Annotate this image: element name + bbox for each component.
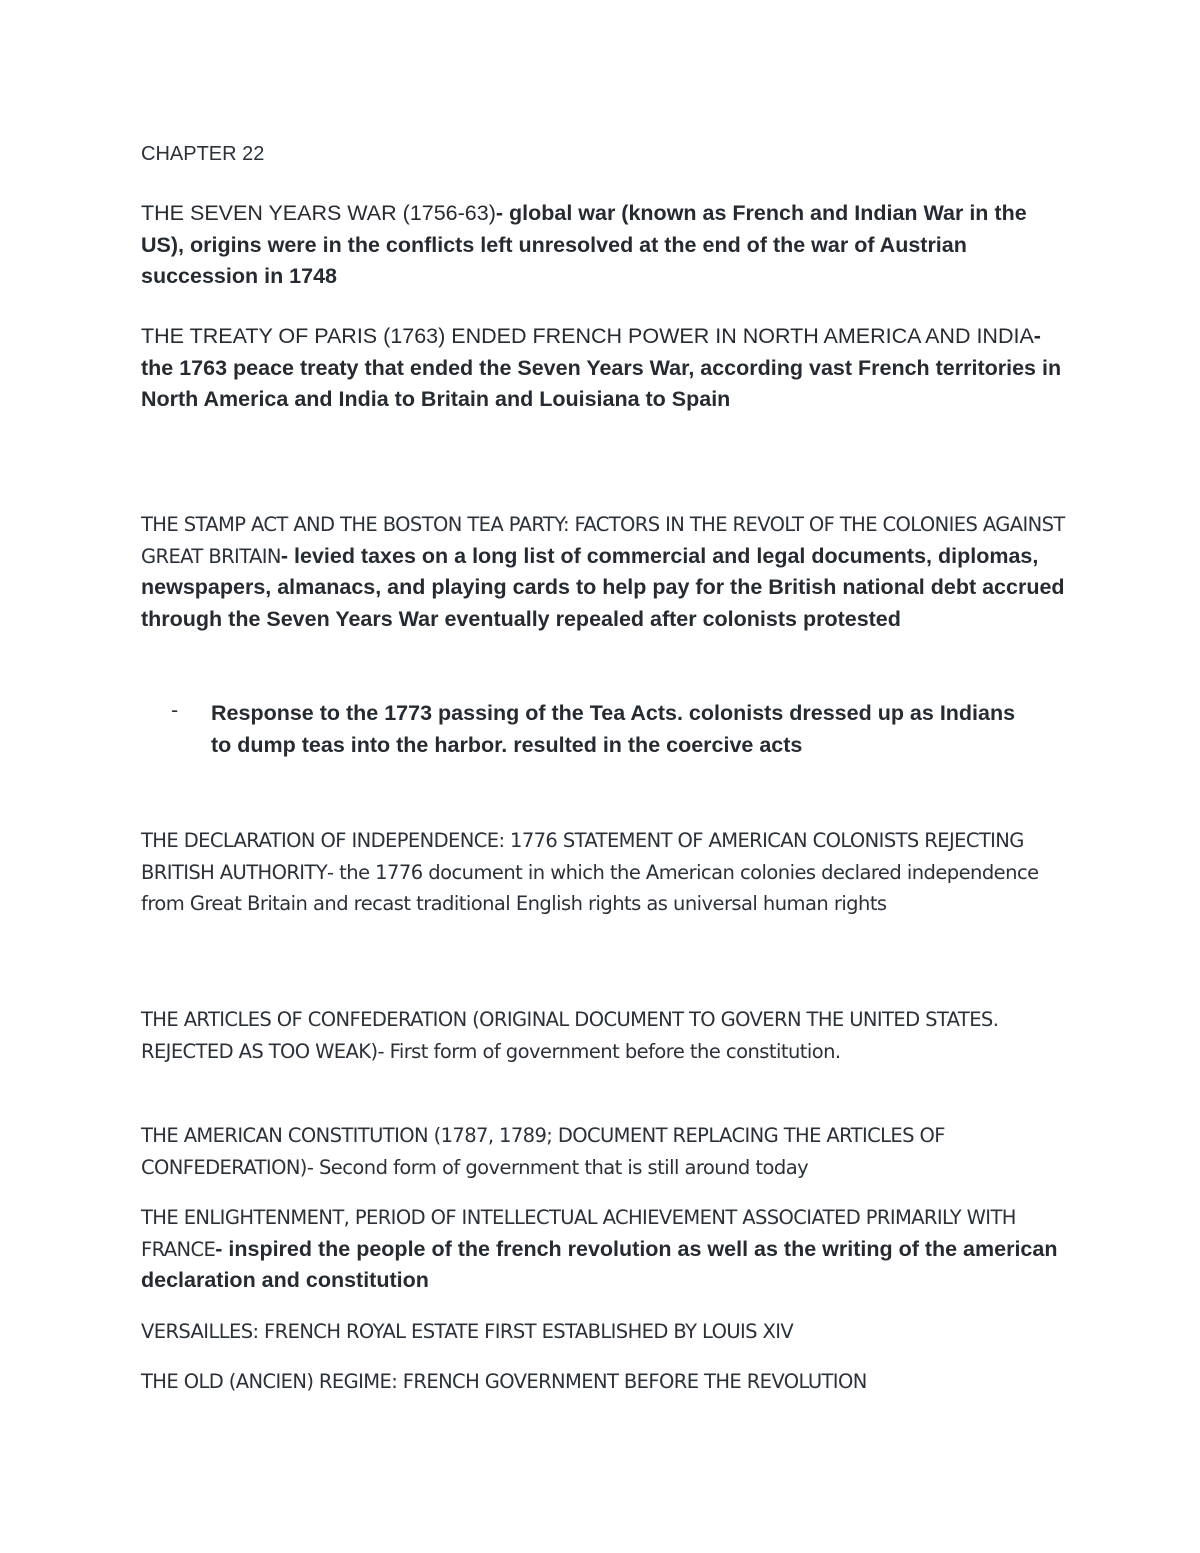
entry-enlightenment: [141, 1202, 1066, 1297]
entry-definition: - the 1763 peace treaty that ended the Seven Years War, according vast French territories in North America and India to Britain and Louisiana to Spain: [141, 324, 1062, 411]
entry-american-constitution: [141, 1120, 1066, 1183]
entry-versailles: [141, 1316, 1066, 1348]
entry-treaty-of-paris: [141, 321, 1066, 416]
entry-declaration-of-independence: [141, 825, 1066, 920]
entry-definition: - First form of government before the constitution.: [377, 1039, 841, 1063]
entry-term: THE ENLIGHTENMENT, PERIOD OF INTELLECTUAL ACHIEVEMENT ASSOCIATED PRIMARILY WITH FRANCE: [141, 1206, 1016, 1261]
entry-term: THE SEVEN YEARS WAR (1756-63): [141, 201, 496, 225]
entry-term: THE DECLARATION OF INDEPENDENCE: 1776 STATEMENT OF AMERICAN COLONISTS REJECTING BRITISH AUTHORITY: [141, 829, 1024, 884]
entry-old-regime: [141, 1366, 1066, 1398]
entry-definition: - Second form of government that is still around today: [306, 1155, 809, 1179]
entry-stamp-act: [141, 509, 1066, 635]
entry-seven-years-war: [141, 198, 1066, 293]
entry-definition: - levied taxes on a long list of commercial and legal documents, diplomas, newspapers, almanacs, and playing cards to help pay for the British national debt accrued through the Seven Years War eventually repealed after colonists protested: [141, 543, 1065, 631]
entry-definition: - inspired the people of the french revolution as well as the writing of the american declaration and constitution: [141, 1236, 1058, 1292]
bullet-marker: -: [171, 698, 179, 722]
bullet-text: Response to the 1773 passing of the Tea Acts. colonists dressed up as Indians to dump teas into the harbor. resulted in the coercive acts: [211, 701, 1016, 757]
entry-term: THE OLD (ANCIEN) REGIME: FRENCH GOVERNMENT BEFORE THE REVOLUTION: [141, 1370, 867, 1393]
entry-term: THE AMERICAN CONSTITUTION (1787, 1789; DOCUMENT REPLACING THE ARTICLES OF CONFEDERATION): [141, 1124, 945, 1179]
entry-articles-of-confederation: [141, 1004, 1066, 1067]
entry-term: THE TREATY OF PARIS (1763) ENDED FRENCH POWER IN NORTH AMERICA AND INDIA: [141, 324, 1034, 348]
entry-definition: - the 1776 document in which the American colonies declared independence from Great Britain and recast traditional English rights as universal human rights: [141, 860, 1039, 915]
entry-term: THE ARTICLES OF CONFEDERATION (ORIGINAL DOCUMENT TO GOVERN THE UNITED STATES. REJECTED AS TOO WEAK): [141, 1008, 999, 1063]
entry-term: THE STAMP ACT AND THE BOSTON TEA PARTY: FACTORS IN THE REVOLT OF THE COLONIES AGAINST GREAT BRITAIN: [141, 513, 1065, 568]
entry-term: VERSAILLES: FRENCH ROYAL ESTATE FIRST ESTABLISHED BY LOUIS XIV: [141, 1320, 794, 1343]
chapter-title: CHAPTER 22: [141, 143, 265, 165]
entry-definition: - global war (known as French and Indian War in the US), origins were in the conflicts left unresolved at the end of the war of Austrian succession in 1748: [141, 201, 1027, 288]
